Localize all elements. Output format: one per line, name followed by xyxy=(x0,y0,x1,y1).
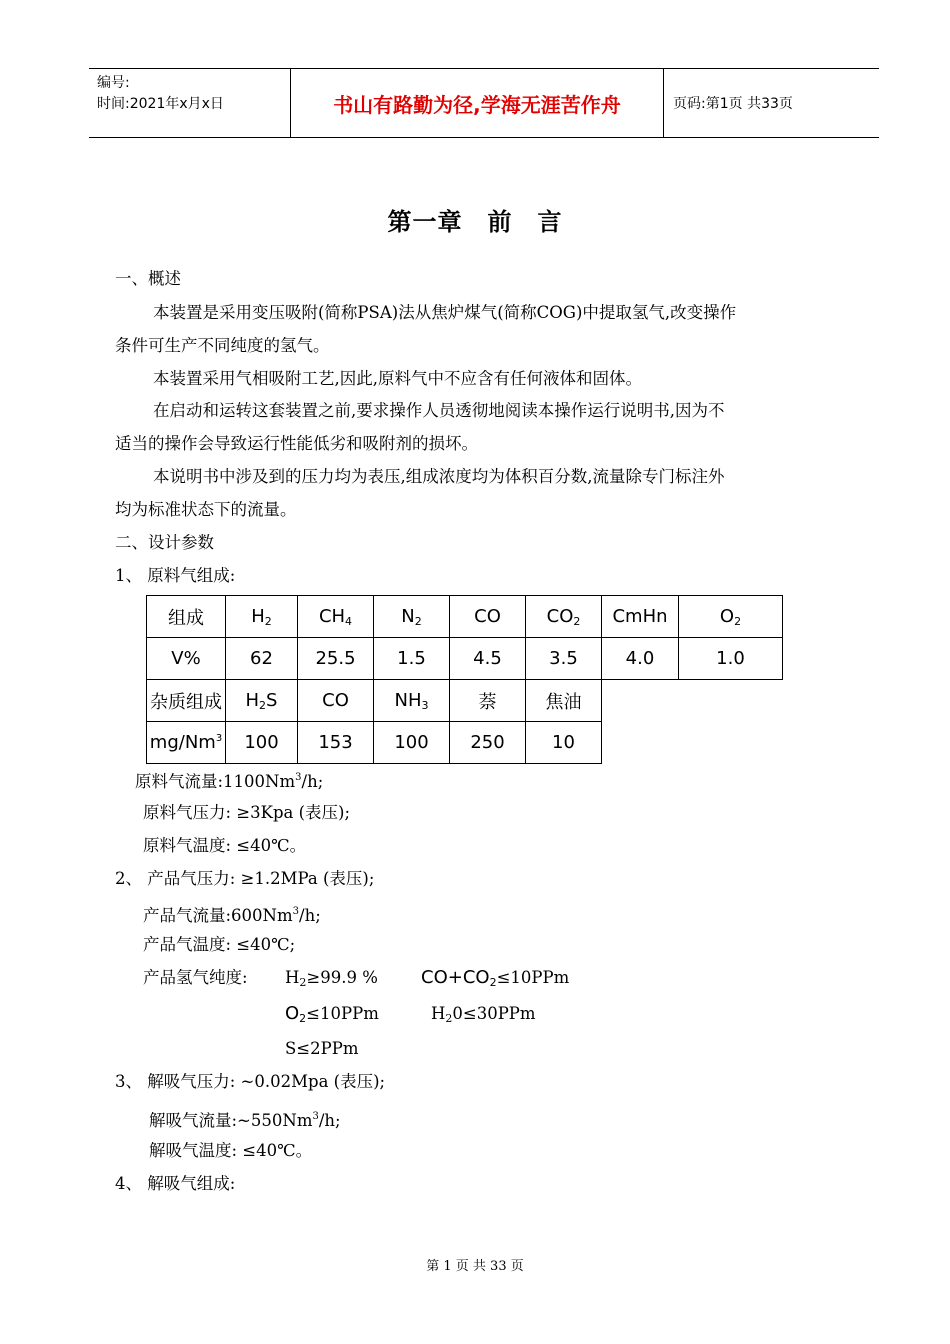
product-temperature: 产品气温度: ≤40℃; xyxy=(143,935,296,954)
table-cell: 153 xyxy=(298,722,374,764)
desorb-flow: 解吸气流量:~550Nm$^3$/h; xyxy=(149,1111,341,1130)
table-cell: 焦油 xyxy=(526,680,602,722)
table-cell: $NH_3$ xyxy=(374,680,450,722)
table-cell: $H_2$ xyxy=(226,596,298,638)
table-cell: 4.0 xyxy=(602,638,679,680)
table-row xyxy=(147,596,783,638)
purity-h2: $H_2\ge 99.9$ % xyxy=(285,968,378,989)
table-cell: CO xyxy=(450,596,526,638)
table-cell: 1.5 xyxy=(374,638,450,680)
table-row xyxy=(147,680,783,722)
row-label: 杂质组成 xyxy=(147,680,226,722)
paragraph-line: 本说明书中涉及到的压力均为表压,组成浓度均为体积百分数,流量除专门标注外 xyxy=(153,467,725,486)
row-label: 组成 xyxy=(147,596,226,638)
paragraph-line: 适当的操作会导致运行性能低劣和吸附剂的损坏。 xyxy=(115,434,478,453)
chapter-title: 第一章 前 言 xyxy=(387,207,563,236)
desorb-temperature: 解吸气温度: ≤40℃。 xyxy=(149,1141,313,1160)
page-header xyxy=(89,68,879,138)
table-cell: 100 xyxy=(226,722,298,764)
item-heading: 3、 解吸气压力: ~0.02Mpa (表压); xyxy=(115,1072,386,1091)
item-heading: 1、 原料气组成: xyxy=(115,566,236,585)
header-number-label: 编号: xyxy=(97,75,130,91)
table-cell: 3.5 xyxy=(526,638,602,680)
table-cell: 250 xyxy=(450,722,526,764)
header-divider xyxy=(663,69,664,137)
header-time-label: 时间:2021年x月x日 xyxy=(97,96,224,112)
table-cell: 10 xyxy=(526,722,602,764)
table-cell: $H_2S$ xyxy=(226,680,298,722)
empty-cell xyxy=(602,722,679,764)
row-label: mg/Nm$^3$ xyxy=(147,722,226,764)
table-cell: 萘 xyxy=(450,680,526,722)
table-cell: $O_2$ xyxy=(679,596,783,638)
empty-cell xyxy=(602,680,679,722)
design-heading: 二、设计参数 xyxy=(115,533,214,552)
purity-label: 产品氢气纯度: xyxy=(143,968,248,987)
table-cell: 100 xyxy=(374,722,450,764)
item-heading: 4、 解吸气组成: xyxy=(115,1174,236,1193)
feed-composition-table xyxy=(146,595,783,764)
purity-h2o: $H_20\le 30PPm$ xyxy=(431,1004,536,1025)
table-cell: $CO_2$ xyxy=(526,596,602,638)
paragraph-line: 条件可生产不同纯度的氢气。 xyxy=(115,336,330,355)
overview-heading: 一、概述 xyxy=(115,269,181,288)
table-cell: 62 xyxy=(226,638,298,680)
paragraph-line: 均为标准状态下的流量。 xyxy=(115,500,297,519)
header-meta xyxy=(97,73,224,115)
purity-o2: $O_2\le 10PPm$ xyxy=(285,1003,379,1025)
table-cell: $N_2$ xyxy=(374,596,450,638)
paragraph-line: 在启动和运转这套装置之前,要求操作人员透彻地阅读本操作运行说明书,因为不 xyxy=(153,401,725,420)
table-cell: $CH_4$ xyxy=(298,596,374,638)
feed-pressure: 原料气压力: ≥3Kpa (表压); xyxy=(143,803,351,822)
page-footer: 第 1 页 共 33 页 xyxy=(426,1259,524,1274)
header-motto: 书山有路勤为径,学海无涯苦作舟 xyxy=(333,93,621,117)
purity-co: $CO+CO_2\le 10PPm$ xyxy=(421,967,570,989)
header-page-info: 页码:第1页 共33页 xyxy=(673,96,793,112)
table-cell: CmHn xyxy=(602,596,679,638)
empty-cell xyxy=(679,680,783,722)
row-label: V% xyxy=(147,638,226,680)
table-row xyxy=(147,638,783,680)
paragraph-line: 本装置采用气相吸附工艺,因此,原料气中不应含有任何液体和固体。 xyxy=(153,369,642,388)
table-cell: CO xyxy=(298,680,374,722)
product-flow: 产品气流量:600Nm$^3$/h; xyxy=(143,906,321,925)
item-heading: 2、 产品气压力: ≥1.2MPa (表压); xyxy=(115,869,375,888)
feed-temperature: 原料气温度: ≤40℃。 xyxy=(143,836,307,855)
purity-s: S≤2PPm xyxy=(285,1039,359,1058)
table-cell: 25.5 xyxy=(298,638,374,680)
table-cell: 4.5 xyxy=(450,638,526,680)
paragraph-line: 本装置是采用变压吸附(简称PSA)法从焦炉煤气(简称COG)中提取氢气,改变操作 xyxy=(153,303,737,322)
table-row xyxy=(147,722,783,764)
empty-cell xyxy=(679,722,783,764)
table-cell: 1.0 xyxy=(679,638,783,680)
feed-flow: 原料气流量:1100Nm$^3$/h; xyxy=(135,772,324,791)
